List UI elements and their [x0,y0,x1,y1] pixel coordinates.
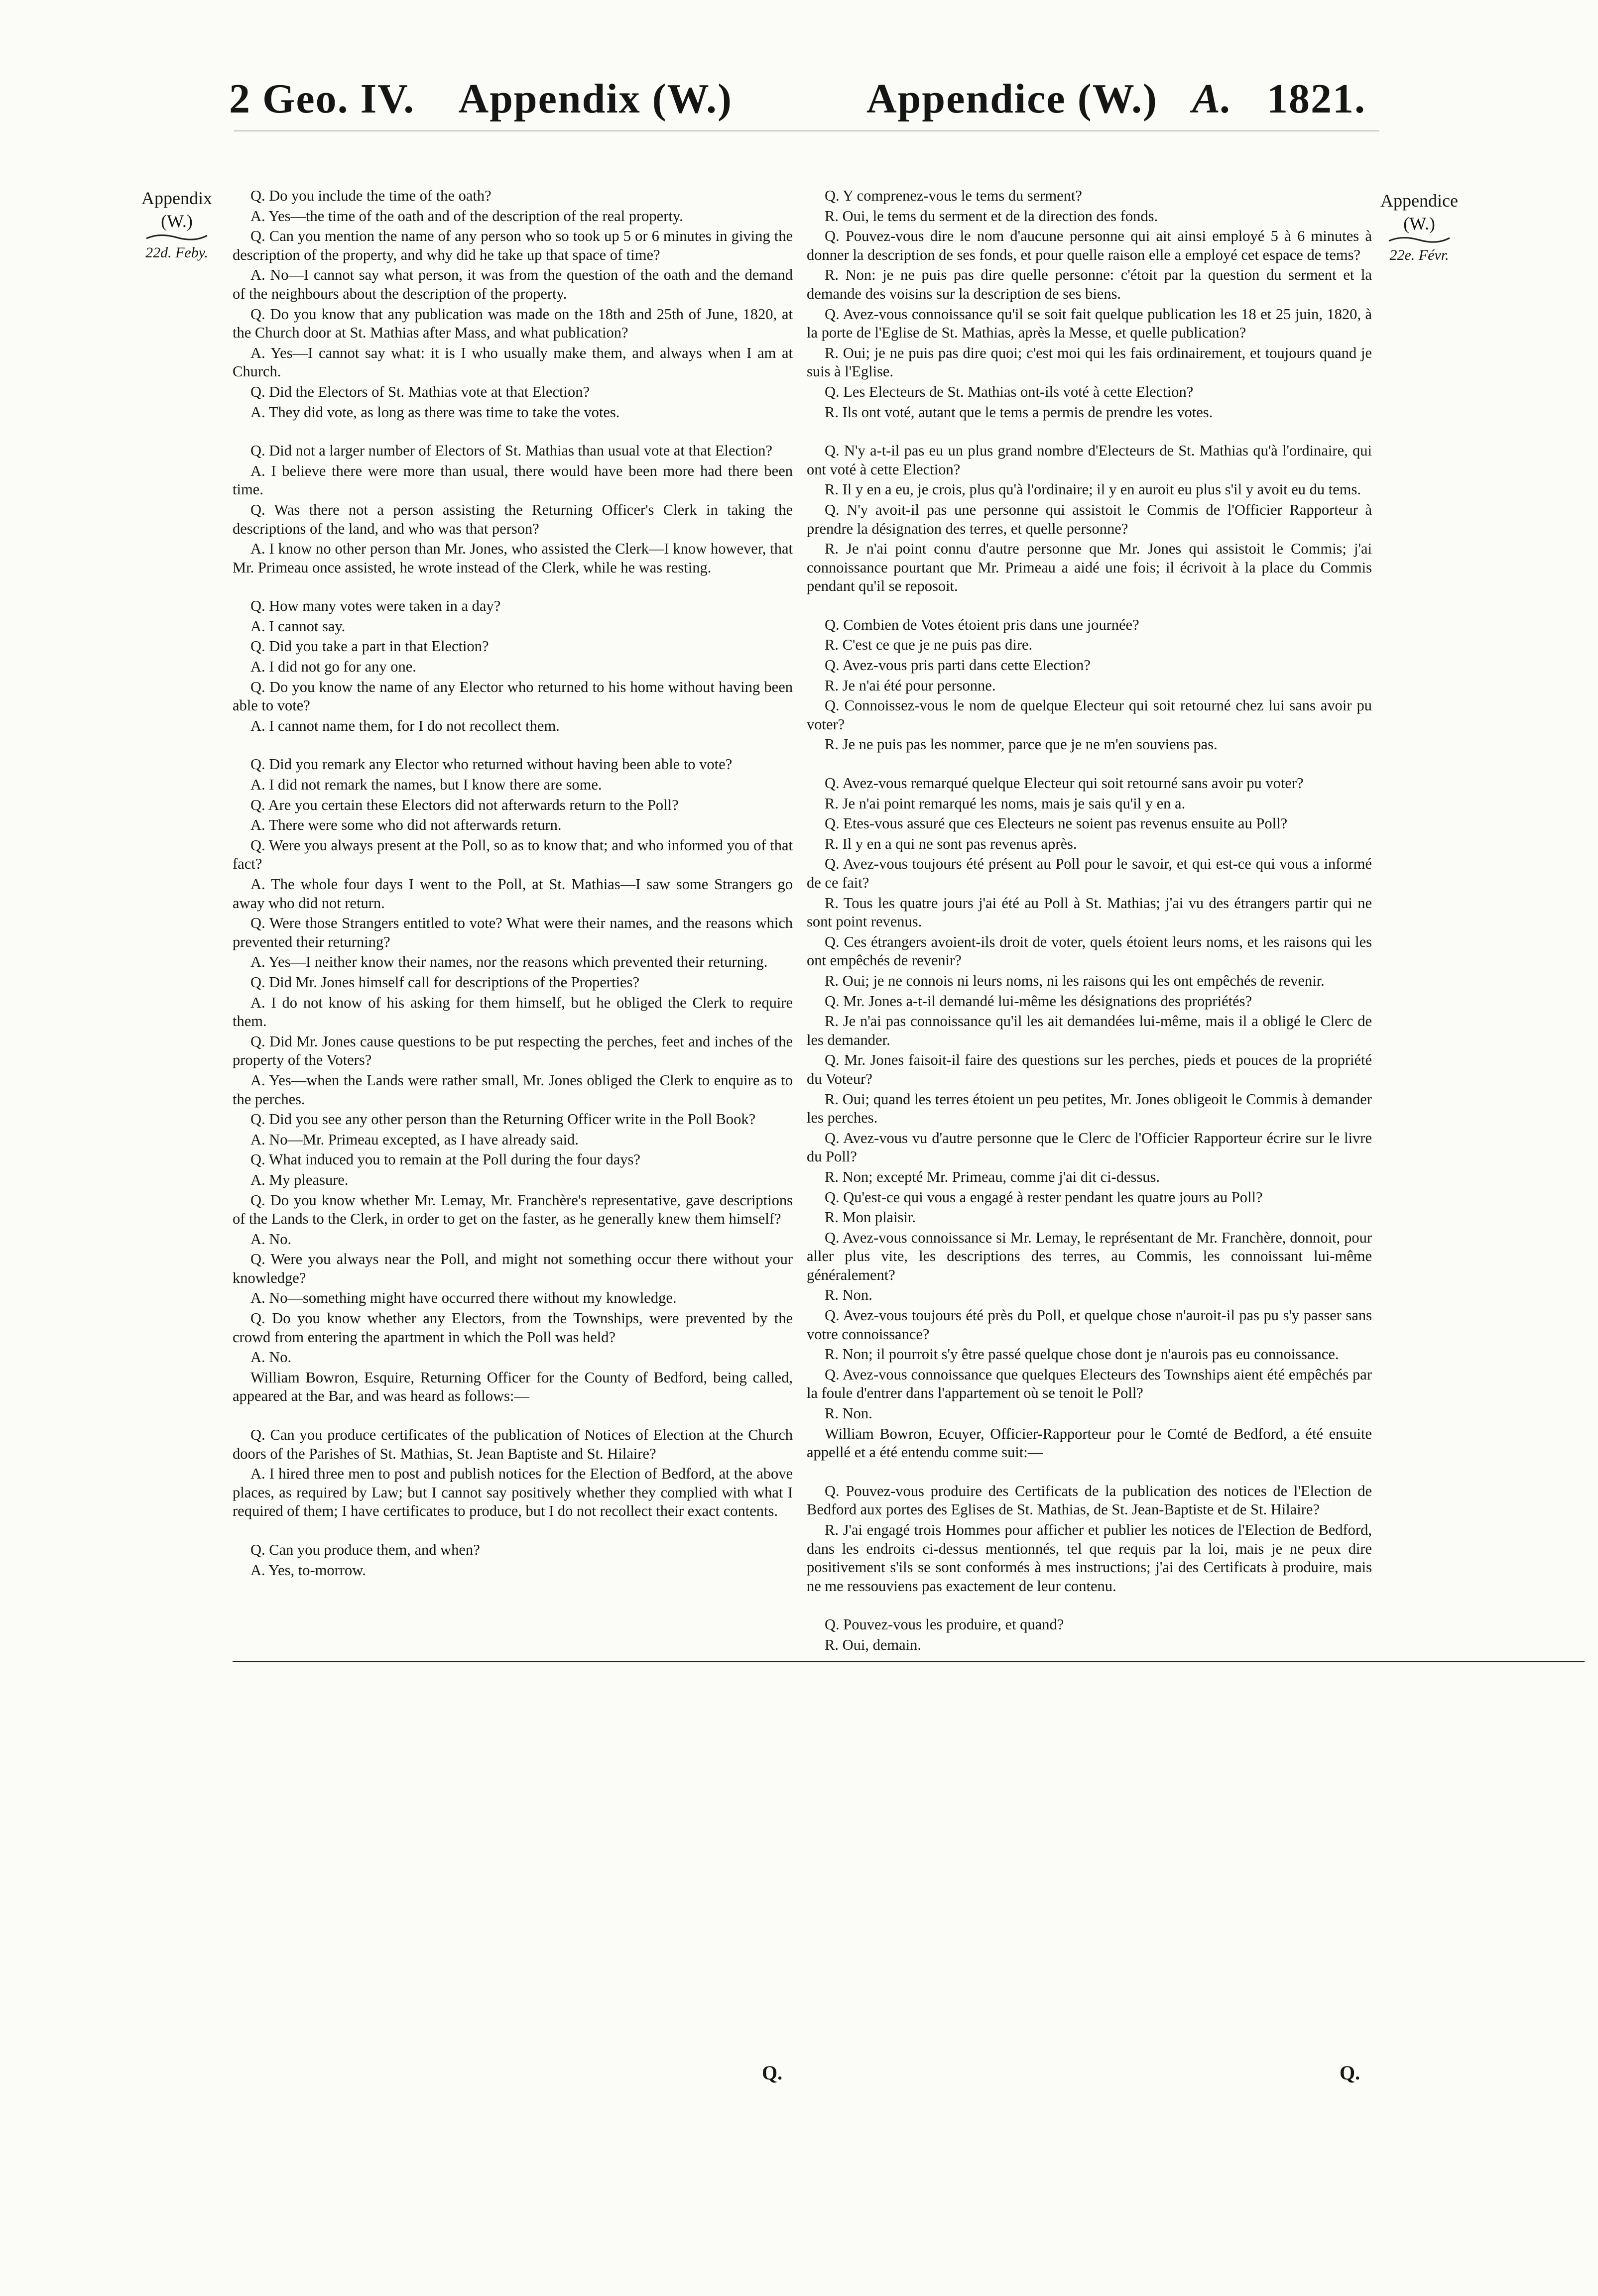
catchword-french: Q. [1340,2062,1360,2084]
running-head-regnal: 2 Geo. IV. [229,76,415,122]
paragraph: R. Mon plaisir. [825,1209,916,1226]
paragraph: Q. Mr. Jones faisoit-il faire des questions sur les perches, pieds et pouces de la propriété du Voteur? [807,1051,1372,1087]
paragraph: Q. Were you always present at the Poll, so as to know that; and who informed you of that fact? [233,836,793,873]
paragraph: Q. N'y a-t-il pas eu un plus grand nombre d'Electeurs de St. Mathias qu'à l'ordinaire, qui ont voté à cette Election? [807,442,1372,478]
paragraph: Q. Were those Strangers entitled to vote? What were their names, and the reasons which prevented their returning? [233,915,793,950]
paragraph: Q. Were you always near the Poll, and might not something occur there without your knowledge? [233,1251,793,1286]
paragraph: R. Oui; quand les terres étoient un peu petites, Mr. Jones obligeoit le Commis à demander les perches. [807,1090,1372,1127]
paragraph: Q. Did the Electors of St. Mathias vote at that Election? [250,383,590,400]
paragraph: A. I believe there were more than usual, there would have been more had there been time. [233,462,793,498]
paragraph: A. My pleasure. [250,1171,349,1188]
catchword-english: Q. [762,2062,783,2084]
paragraph: R. Il y en a qui ne sont pas revenus après. [825,835,1077,852]
paragraph: R. Tous les quatre jours j'ai été au Poll à St. Mathias; j'ai vu des étrangers partir qui ne sont point revenus. [807,894,1372,930]
paragraph: R. Je ne puis pas les nommer, parce que je ne m'en souviens pas. [825,736,1218,753]
paragraph: Q. Mr. Jones a-t-il demandé lui-même les désignations des propriétés? [825,992,1252,1010]
running-head-appendix-fr: Appendice (W.) [866,76,1158,122]
paragraph: Q. Do you know whether any Electors, from the Townships, were prevented by the crowd from entering the apartment in which the Poll was held? [233,1310,793,1346]
margin-left-letter: (W.) [161,211,193,231]
paragraph: R. Ils ont voté, autant que le tems a permis de prendre les votes. [825,403,1213,421]
paragraph: R. Non; il pourroit s'y être passé quelque chose dont je n'aurois pas eu connoissance. [825,1346,1339,1363]
paragraph: A. No—Mr. Primeau excepted, as I have already said. [250,1131,579,1148]
margin-left-label: Appendix [141,188,212,208]
paragraph: Q. Can you mention the name of any person who so took up 5 or 6 minutes in giving the description of the property, and why did he take up that space of time? [233,228,793,263]
margin-right-date: 22e. Févr. [1389,247,1449,263]
paragraph: William Bowron, Esquire, Returning Officer for the County of Bedford, being called, appeared at the Bar, and was heard as follows:— [233,1369,793,1405]
paragraph: Q. Avez-vous pris parti dans cette Election? [825,657,1091,674]
paragraph: A. No—something might have occurred there without my knowledge. [250,1289,677,1307]
paragraph: Q. Y comprenez-vous le tems du serment? [825,187,1082,204]
paragraph: Q. Pouvez-vous dire le nom d'aucune personne qui ait ainsi employé 5 à 6 minutes à donner la description de ses fonds, et pour quelle raison elle a employé cet espace de tems? [807,228,1372,263]
paragraph: R. C'est ce que je ne puis pas dire. [825,636,1033,654]
paragraph: Q. Did Mr. Jones himself call for descriptions of the Properties? [250,973,639,991]
paragraph: A. I cannot name them, for I do not recollect them. [250,717,560,734]
paragraph: A. I did not remark the names, but I know there are some. [250,776,602,794]
paragraph: Q. Can you produce them, and when? [250,1541,480,1558]
paragraph: R. Non. [825,1405,872,1422]
paragraph: Q. Can you produce certificates of the publication of Notices of Election at the Church doors of the Parishes of St. Mathias, St. Jean Baptiste and St. Hilaire? [233,1426,793,1462]
french-column [807,187,1372,1656]
paragraph: R. Oui; je ne connois ni leurs noms, ni les raisons qui les ont empêchés de revenir. [825,972,1325,989]
paragraph: Q. Avez-vous connoissance si Mr. Lemay, le représentant de Mr. Franchère, donnoit, pour aller plus vite, les descriptions des terres, au Commis, les connoissant lui-même généralement? [807,1229,1372,1283]
paragraph: Q. Avez-vous connoissance qu'il se soit fait quelque publication les 18 et 25 juin, 1820, à la porte de l'Eglise de St. Mathias, après la Messe, et quelle publication? [807,305,1372,342]
horizontal-rule [233,1661,1585,1662]
paragraph: Q. Combien de Votes étoient pris dans une journée? [825,616,1139,633]
paragraph: A. I do not know of his asking for them himself, but he obliged the Clerk to require them. [233,994,793,1030]
paragraph: Q. Did you see any other person than the Returning Officer write in the Poll Book? [250,1111,756,1128]
paragraph: A. I hired three men to post and publish notices for the Election of Bedford, at the above places, as required by Law; but I cannot say positively whether they complied with what I required of them; I have certificates to produce, but I do not recollect their exact contents. [233,1465,793,1520]
paragraph: R. J'ai engagé trois Hommes pour afficher et publier les notices de l'Election de Bedford, dans les endroits ci-dessus mentionnés, tel que requis par la loi, mais je ne peux dire positivement s'ils se sont conformés à mes instructions; j'ai des Certificats à produire, mais ne me ressouviens pas exactement de leur contenu. [807,1521,1372,1595]
paragraph: R. Oui, le tems du serment et de la direction des fonds. [825,207,1158,225]
paragraph: R. Je n'ai pas connoissance qu'il les ait demandées lui-même, mais il a obligé le Clerc de les demander. [807,1013,1372,1048]
margin-right-letter: (W.) [1403,214,1435,233]
paragraph: R. Non; excepté Mr. Primeau, comme j'ai dit ci-dessus. [825,1168,1160,1185]
paragraph: Q. Do you know that any publication was made on the 18th and 25th of June, 1820, at the Church door at St. Mathias after Mass, and what publication? [233,305,793,342]
paragraph: Q. How many votes were taken in a day? [250,597,501,615]
swash-ornament-icon [1387,235,1452,244]
paragraph: Q. Do you know the name of any Elector who returned to his home without having been able to vote? [233,678,793,714]
paragraph: A. No. [250,1230,292,1248]
paragraph: Q. Avez-vous toujours été présent au Poll pour le savoir, et qui est-ce qui vous a informé de ce fait? [807,855,1372,891]
paragraph: Q. Avez-vous remarqué quelque Electeur qui soit retourné sans avoir pu voter? [825,775,1304,792]
paragraph: Q. Etes-vous assuré que ces Electeurs ne soient pas revenus ensuite au Poll? [825,815,1288,832]
paragraph: Q. Did you take a part in that Election? [250,638,489,655]
paragraph: Q. Ces étrangers avoient-ils droit de voter, quels étoient leurs noms, et les raisons qui les ont empêchés de revenir? [807,933,1372,969]
paragraph: R. Oui; je ne puis pas dire quoi; c'est moi qui les fais ordinairement, et toujours quand je suis à l'Eglise. [807,344,1372,380]
paragraph: Q. Was there not a person assisting the Returning Officer's Clerk in taking the descriptions of the land, and who was that person? [233,501,793,537]
header-rule [234,130,1379,131]
running-head-letter: A. [1192,76,1232,122]
swash-ornament-icon [144,232,209,241]
paragraph: A. The whole four days I went to the Poll, at St. Mathias—I saw some Strangers go away who did not return. [233,876,793,912]
paragraph: A. I cannot say. [250,617,346,635]
running-head-year: 1821. [1266,76,1366,122]
paragraph: A. There were some who did not afterwards return. [250,816,562,834]
paragraph: Q. Connoissez-vous le nom de quelque Electeur qui soit retourné chez lui sans avoir pu voter? [807,697,1372,733]
running-head-left [229,75,733,123]
running-head-appendix-en: Appendix (W.) [458,76,733,122]
paragraph: Q. Do you know whether Mr. Lemay, Mr. Franchère's representative, gave descriptions of the Lands to the Clerk, in order to get on the faster, as he generally knew them himself? [233,1191,793,1228]
paragraph: Q. Did not a larger number of Electors of St. Mathias than usual vote at that Election? [250,442,773,459]
running-head-right [866,75,1366,123]
paragraph: Q. N'y avoit-il pas une personne qui assistoit le Commis de l'Officier Rapporteur à prendre la désignation des terres, et quelle personne? [807,501,1372,537]
paragraph: A. Yes—I cannot say what: it is I who usually make them, and always when I am at Church. [233,344,793,380]
paragraph: A. No. [250,1349,292,1366]
paragraph: A. No—I cannot say what person, it was from the question of the oath and the demand of the neighbours about the description of the property. [233,266,793,302]
paragraph: Q. Do you include the time of the oath? [250,187,492,204]
paragraph: Q. Did you remark any Elector who returned without having been able to vote? [250,756,733,773]
paragraph: R. Oui, demain. [825,1636,921,1653]
paragraph: R. Non. [825,1286,872,1304]
margin-right-label: Appendice [1380,191,1458,211]
paragraph: Q. Avez-vous connoissance que quelques Electeurs des Townships aient été empêchés par la foule d'entrer dans l'appartement où se tenoit le Poll? [807,1366,1372,1402]
margin-note-left [127,187,227,264]
paragraph: R. Je n'ai été pour personne. [825,677,996,694]
english-column [233,187,793,1581]
paragraph: A. Yes—I neither know their names, nor the reasons which prevented their returning. [250,953,768,971]
paragraph: Q. Avez-vous toujours été près du Poll, et quelque chose n'auroit-il pas pu s'y passer sans votre connoissance? [807,1307,1372,1343]
paragraph: Q. Les Electeurs de St. Mathias ont-ils voté à cette Election? [825,383,1194,400]
paragraph: William Bowron, Ecuyer, Officier-Rapporteur pour le Comté de Bedford, a été ensuite appellé et a été entendu comme suit:— [807,1425,1372,1461]
paragraph: A. Yes—when the Lands were rather small, Mr. Jones obliged the Clerk to enquire as to the perches. [233,1071,793,1108]
paragraph: Q. Pouvez-vous les produire, et quand? [825,1616,1064,1633]
paragraph: Q. Did Mr. Jones cause questions to be put respecting the perches, feet and inches of the property of the Voters? [233,1033,793,1069]
paragraph: Q. Are you certain these Electors did not afterwards return to the Poll? [250,796,679,813]
paragraph: R. Je n'ai point connu d'autre personne que Mr. Jones qui assistoit le Commis; j'ai connoissance pourtant que Mr. Primeau a aidé une fois; il écrivoit à la place du Commis pendant qu'il se reposoit. [807,540,1372,595]
paragraph: A. They did vote, as long as there was time to take the votes. [250,403,620,421]
margin-left-date: 22d. Feby. [145,244,208,261]
paragraph: Q. Pouvez-vous produire des Certificats de la publication des notices de l'Election de Bedford aux portes des Eglises de St. Mathias, de St. Jean-Baptiste et de St. Hilaire? [807,1482,1372,1518]
paragraph: R. Non: je ne puis pas dire quelle personne: c'étoit par la question du serment et la demande des voisins sur la description de ses biens. [807,266,1372,302]
paragraph: R. Je n'ai point remarqué les noms, mais je sais qu'il y en a. [825,795,1186,812]
paragraph: A. I know no other person than Mr. Jones, who assisted the Clerk—I know however, that Mr. Primeau once assisted, he wrote instead of the Clerk, while he was resting. [233,540,793,576]
margin-note-right [1372,189,1467,267]
paragraph: A. Yes—the time of the oath and of the description of the real property. [250,207,683,225]
paragraph: Q. Avez-vous vu d'autre personne que le Clerc de l'Officier Rapporteur écrire sur le livre du Poll? [807,1129,1372,1165]
paragraph: Q. Qu'est-ce qui vous a engagé à rester pendant les quatre jours au Poll? [825,1188,1263,1206]
paragraph: A. Yes, to-morrow. [250,1561,366,1579]
paragraph: R. Il y en a eu, je crois, plus qu'à l'ordinaire; il y en auroit eu plus s'il y avoit eu du tems. [825,481,1361,498]
paragraph: Q. What induced you to remain at the Poll during the four days? [250,1151,640,1168]
paragraph: A. I did not go for any one. [250,658,416,676]
